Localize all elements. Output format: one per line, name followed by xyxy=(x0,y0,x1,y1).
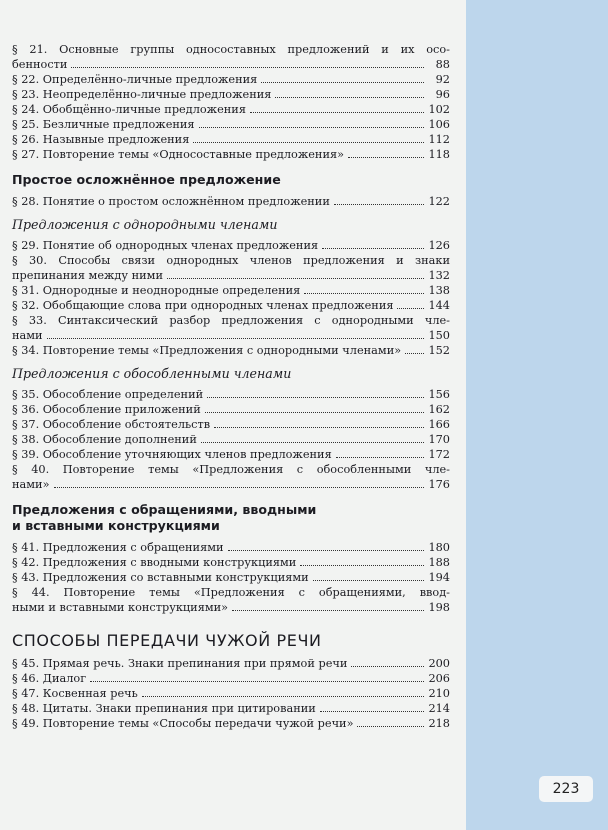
dot-leader xyxy=(205,412,424,413)
toc-entry-text: § 21. Основные группы односоставных предложений и их осо- xyxy=(12,43,450,56)
toc-entry[interactable] xyxy=(12,147,450,162)
toc-entry-page-number: 138 xyxy=(428,284,450,297)
toc-entry-text: § 36. Обособление приложений xyxy=(12,403,201,416)
toc-entry[interactable] xyxy=(12,716,450,731)
toc-entry-page-number: 118 xyxy=(428,148,450,161)
section-heading-line: Предложения с обращениями, вводными xyxy=(12,502,317,517)
dot-leader xyxy=(336,457,424,458)
toc-entry-page-number: 200 xyxy=(428,657,450,670)
toc-entry[interactable] xyxy=(12,87,450,102)
toc-entry-text: § 22. Определённо-личные предложения xyxy=(12,73,258,86)
dot-leader xyxy=(334,204,424,205)
toc-entry-text: § 35. Обособление определений xyxy=(12,388,204,401)
toc-entry-page-number: 152 xyxy=(428,344,450,357)
toc-entry-text: § 41. Предложения с обращениями xyxy=(12,541,224,554)
dot-leader xyxy=(47,338,424,339)
toc-entry-text: § 39. Обособление уточняющих членов предложения xyxy=(12,448,332,461)
toc-entry-page-number: 102 xyxy=(428,103,450,116)
toc-entry-text: ными и вставными конструкциями» xyxy=(12,601,229,614)
dot-leader xyxy=(201,442,424,443)
toc-entry[interactable] xyxy=(12,432,450,447)
toc-entry[interactable] xyxy=(12,117,450,132)
toc-group-simple-complicated xyxy=(12,194,450,209)
toc-entry-text: § 43. Предложения со вставными конструкциями xyxy=(12,571,309,584)
toc-entry[interactable] xyxy=(12,540,450,555)
dot-leader xyxy=(348,157,424,158)
toc-entry-text: § 23. Неопределённо-личные предложения xyxy=(12,88,272,101)
toc-entry-page-number: 96 xyxy=(435,88,450,101)
toc-entry-text: § 34. Повторение темы «Предложения с однородными членами» xyxy=(12,344,402,357)
toc-group-isolated xyxy=(12,387,450,492)
section-heading-homogeneous-members: Предложения с однородными членами xyxy=(12,217,278,232)
toc-entry-text: § 26. Назывные предложения xyxy=(12,133,190,146)
toc-entry-text: § 37. Обособление обстоятельств xyxy=(12,418,211,431)
section-heading-simple-complicated-sentence: Простое осложнённое предложение xyxy=(12,172,281,187)
toc-entry-page-number: 166 xyxy=(428,418,450,431)
toc-entry[interactable] xyxy=(12,313,450,343)
dot-leader xyxy=(199,127,424,128)
dot-leader xyxy=(193,142,424,143)
toc-entry-text: § 47. Косвенная речь xyxy=(12,687,138,700)
toc-entry-page-number: 188 xyxy=(428,556,450,569)
table-of-contents xyxy=(12,42,450,731)
toc-entry-text: препинания между ними xyxy=(12,269,163,282)
toc-entry[interactable] xyxy=(12,417,450,432)
toc-entry-page-number: 176 xyxy=(428,478,450,491)
toc-entry-text: § 28. Понятие о простом осложнённом предложении xyxy=(12,195,330,208)
toc-entry-text: § 46. Диалог xyxy=(12,672,87,685)
toc-entry-page-number: 194 xyxy=(428,571,450,584)
dot-leader xyxy=(300,565,424,566)
toc-entry-page-number: 88 xyxy=(435,58,450,71)
toc-entry-text: § 45. Прямая речь. Знаки препинания при прямой речи xyxy=(12,657,348,670)
dot-leader xyxy=(214,427,424,428)
dot-leader xyxy=(90,681,424,682)
dot-leader xyxy=(304,293,424,294)
dot-leader xyxy=(232,610,424,611)
toc-entry-page-number: 156 xyxy=(428,388,450,401)
dot-leader xyxy=(207,397,424,398)
toc-entry-page-number: 112 xyxy=(428,133,450,146)
toc-entry-text: § 31. Однородные и неоднородные определения xyxy=(12,284,301,297)
toc-entry-page-number: 198 xyxy=(428,601,450,614)
toc-entry[interactable] xyxy=(12,132,450,147)
toc-entry[interactable] xyxy=(12,570,450,585)
toc-entry[interactable] xyxy=(12,298,450,313)
section-heading-address-introductory xyxy=(12,502,450,534)
toc-group-reported-speech xyxy=(12,656,450,731)
toc-entry-page-number: 214 xyxy=(428,702,450,715)
toc-entry-text: § 29. Понятие об однородных членах предложения xyxy=(12,239,319,252)
dot-leader xyxy=(351,666,424,667)
toc-entry[interactable] xyxy=(12,656,450,671)
toc-entry[interactable] xyxy=(12,585,450,615)
dot-leader xyxy=(313,580,424,581)
toc-entry[interactable] xyxy=(12,686,450,701)
chapter-heading-reported-speech: СПОСОБЫ ПЕРЕДАЧИ ЧУЖОЙ РЕЧИ xyxy=(12,631,322,650)
toc-entry[interactable] xyxy=(12,555,450,570)
toc-entry[interactable] xyxy=(12,42,450,72)
toc-entry-page-number: 180 xyxy=(428,541,450,554)
dot-leader xyxy=(228,550,424,551)
toc-entry-page-number: 170 xyxy=(428,433,450,446)
toc-entry-page-number: 144 xyxy=(428,299,450,312)
toc-entry-text: § 42. Предложения с вводными конструкциями xyxy=(12,556,297,569)
dot-leader xyxy=(261,82,424,83)
toc-entry[interactable] xyxy=(12,102,450,117)
toc-group-address-introductory xyxy=(12,540,450,615)
toc-entry-page-number: 162 xyxy=(428,403,450,416)
toc-entry-text: бенности xyxy=(12,58,68,71)
toc-entry-text: § 49. Повторение темы «Способы передачи чужой речи» xyxy=(12,717,354,730)
toc-entry-page-number: 210 xyxy=(428,687,450,700)
toc-entry[interactable] xyxy=(12,253,450,283)
toc-entry-page-number: 106 xyxy=(428,118,450,131)
toc-entry-text: § 48. Цитаты. Знаки препинания при цитировании xyxy=(12,702,316,715)
dot-leader xyxy=(142,696,424,697)
page-number: 223 xyxy=(539,776,593,802)
toc-entry[interactable] xyxy=(12,194,450,209)
toc-entry-page-number: 218 xyxy=(428,717,450,730)
toc-entry-text: нами xyxy=(12,329,43,342)
toc-entry-page-number: 206 xyxy=(428,672,450,685)
toc-entry[interactable] xyxy=(12,343,450,358)
toc-entry-text: § 27. Повторение темы «Односоставные предложения» xyxy=(12,148,345,161)
dot-leader xyxy=(71,67,424,68)
toc-entry-page-number: 126 xyxy=(428,239,450,252)
toc-entry[interactable] xyxy=(12,402,450,417)
section-heading-line: и вставными конструкциями xyxy=(12,518,220,533)
toc-entry[interactable] xyxy=(12,283,450,298)
toc-entry[interactable] xyxy=(12,447,450,462)
section-heading-isolated-members: Предложения с обособленными членами xyxy=(12,366,292,381)
dot-leader xyxy=(405,353,424,354)
toc-entry[interactable] xyxy=(12,72,450,87)
toc-entry-page-number: 150 xyxy=(428,329,450,342)
toc-entry-text: § 33. Синтаксический разбор предложения с однородными чле- xyxy=(12,314,450,327)
dot-leader xyxy=(275,97,424,98)
toc-entry[interactable] xyxy=(12,462,450,492)
toc-entry-text: § 24. Обобщённо-личные предложения xyxy=(12,103,246,116)
dot-leader xyxy=(397,308,424,309)
toc-entry-text: § 32. Обобщающие слова при однородных членах предложения xyxy=(12,299,394,312)
toc-entry-text: нами» xyxy=(12,478,50,491)
toc-entry-text: § 30. Способы связи однородных членов предложения и знаки xyxy=(12,254,450,267)
toc-entry-text: § 38. Обособление дополнений xyxy=(12,433,197,446)
toc-entry[interactable] xyxy=(12,387,450,402)
toc-entry-text: § 40. Повторение темы «Предложения с обособленными чле- xyxy=(12,463,450,476)
dot-leader xyxy=(320,711,424,712)
toc-group-one-member-sentences xyxy=(12,42,450,162)
toc-entry-page-number: 92 xyxy=(435,73,450,86)
toc-entry-text: § 44. Повторение темы «Предложения с обращениями, ввод- xyxy=(12,586,450,599)
toc-entry[interactable] xyxy=(12,701,450,716)
toc-entry-page-number: 172 xyxy=(428,448,450,461)
toc-entry[interactable] xyxy=(12,671,450,686)
toc-entry[interactable] xyxy=(12,238,450,253)
dot-leader xyxy=(322,248,424,249)
dot-leader xyxy=(357,726,424,727)
toc-entry-text: § 25. Безличные предложения xyxy=(12,118,195,131)
dot-leader xyxy=(250,112,424,113)
toc-group-homogeneous xyxy=(12,238,450,358)
toc-entry-page-number: 132 xyxy=(428,269,450,282)
dot-leader xyxy=(54,487,425,488)
toc-entry-page-number: 122 xyxy=(428,195,450,208)
dot-leader xyxy=(167,278,424,279)
